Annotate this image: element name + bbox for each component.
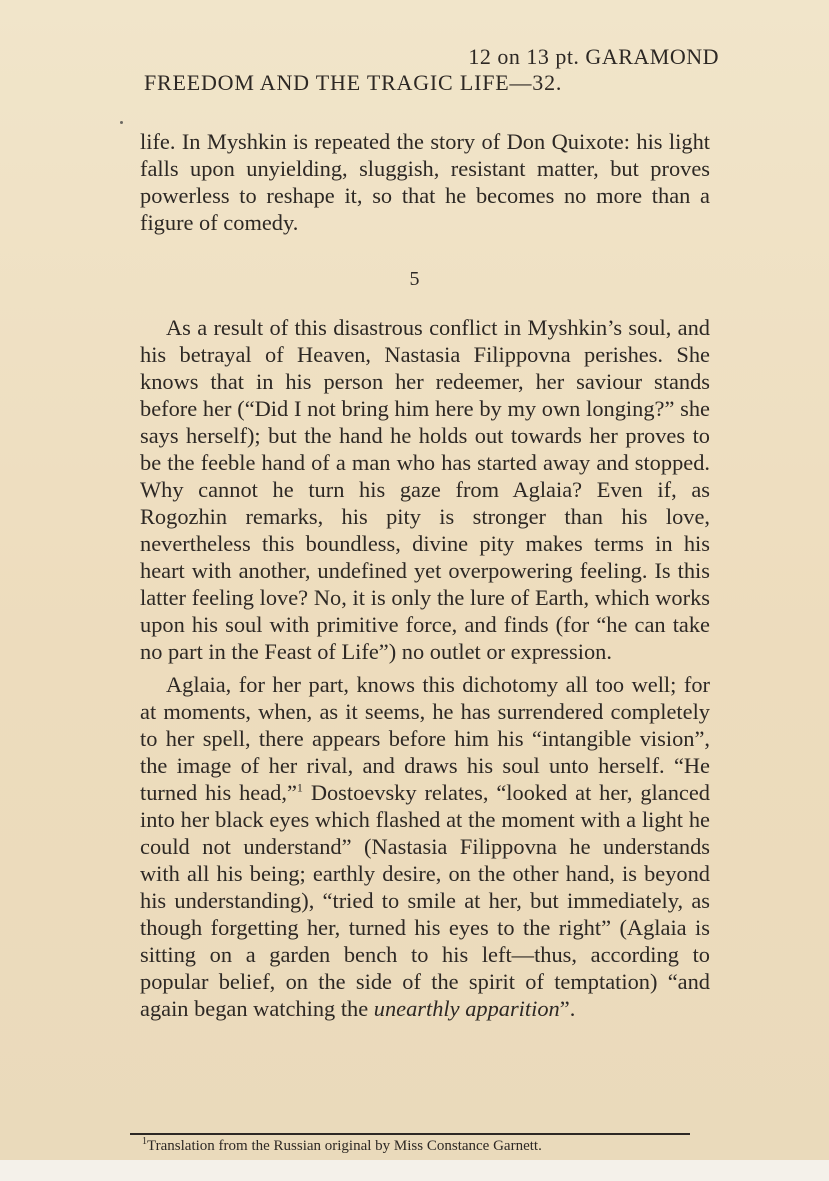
main-text-block (140, 314, 710, 1022)
footnote-marker: 1 (142, 1136, 147, 1147)
footnote-reference: 1 (296, 780, 303, 795)
running-head: FREEDOM AND THE TRAGIC LIFE—32. (144, 70, 563, 95)
typeset-note: 12 on 13 pt. GARAMOND (468, 44, 719, 69)
paragraph-2-part-1: Aglaia, for her part, knows this dichotomy all too well; for at moments, when, as it seems, he has surrendered completely to her spell, there appears before him his “intangible vision”, the image of her rival, and draws his soul unto herself. “He turned his head,” (140, 672, 710, 805)
paragraph-2-end: ”. (559, 996, 576, 1021)
footnote-rule (130, 1133, 690, 1135)
paper-speck (120, 121, 123, 124)
body-paragraph-2 (140, 671, 710, 1022)
footnote-text: Translation from the Russian original by Miss Constance Garnett. (147, 1138, 542, 1154)
body-paragraph-1: As a result of this disastrous conflict in Myshkin’s soul, and his betrayal of Heaven, Nastasia Filippovna perishes. She knows that in his person her redeemer, her saviour stands before her (“Did I not bring him here by my own longing?” she says herself); but the hand he holds out towards her proves to be the feeble hand of a man who has started away and stopped. Why cannot he turn his gaze from Aglaia? Even if, as Rogozhin remarks, his pity is stronger than his love, nevertheless this boundless, divine pity makes terms in his heart with another, undefined yet overpowering feeling. Is this latter feeling love? No, it is only the lure of Earth, which works upon his soul with primitive force, and finds (for “he can take no part in the Feast of Life”) no outlet or expression. (140, 315, 710, 664)
footnote (142, 1138, 542, 1155)
section-number: 5 (409, 268, 420, 290)
scan-margin (0, 1160, 829, 1181)
opening-text-block (140, 128, 710, 236)
emphasized-phrase: unearthly apparition (373, 996, 560, 1021)
opening-paragraph: life. In Myshkin is repeated the story of Don Quixote: his light falls upon unyielding, sluggish, resistant matter, but proves powerless to reshape it, so that he becomes no more than a figure of comedy. (140, 129, 710, 235)
paragraph-2-part-2: Dostoevsky relates, “looked at her, glanced into her black eyes which flashed at the moment with a light he could not understand” (Nastasia Filippovna he understands with all his being; earthly desire, on the other hand, is beyond his understanding), “tried to smile at her, but immediately, as though forgetting her, turned his eyes to the right” (Aglaia is sitting on a garden bench to his left—thus, according to popular belief, on the side of the spirit of temptation) “and again began watching the (140, 780, 710, 1021)
